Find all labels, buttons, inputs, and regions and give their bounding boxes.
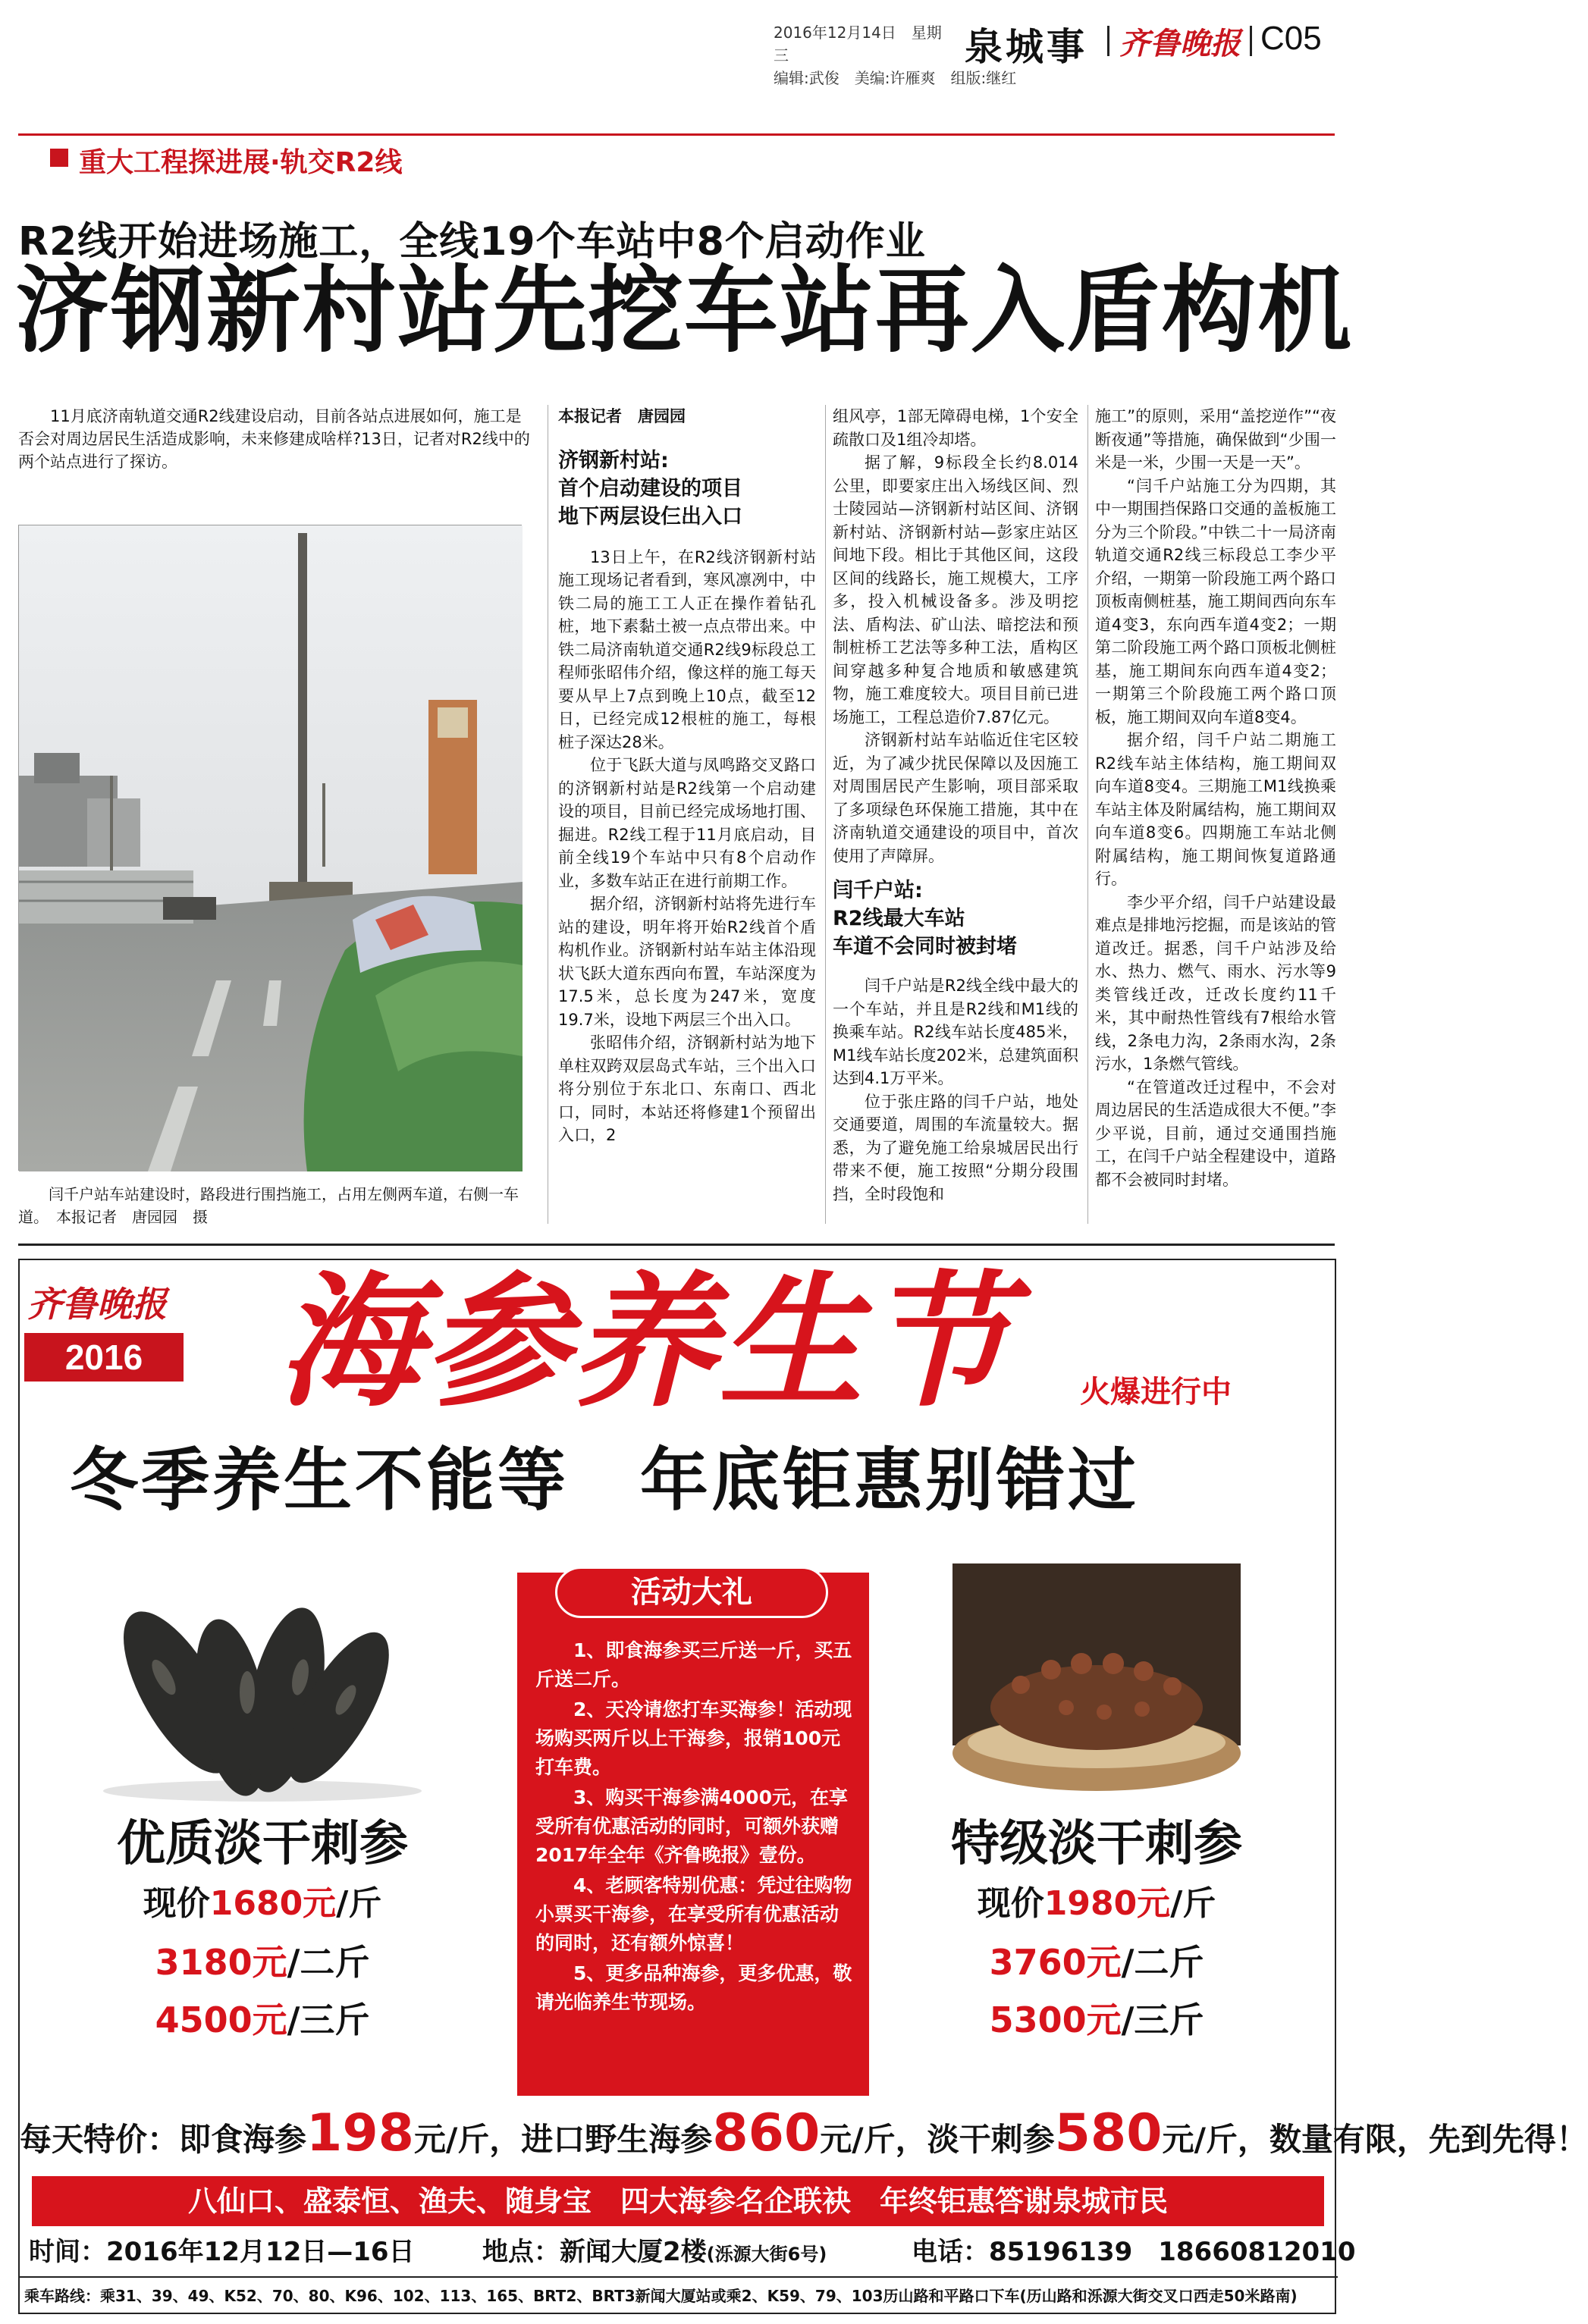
section-heading-line: 首个启动建设的项目 (558, 476, 742, 500)
article-lead: 11月底济南轨道交通R2线建设启动，目前各站点进展如何，施工是否会对周边居民生活造成影响，未来修建成啥样?13日，记者对R2线中的两个站点进行了探访。 (18, 407, 530, 471)
gift-item: 4、老顾客特别优惠：凭过往购物小票买干海参，在享受所有优惠活动的同时，还有额外惊喜！ (535, 1874, 852, 1954)
paragraph: 闫千户站是R2线全线中最大的一个车站，并且是R2线和M1线的换乘车站。R2线车站长度485米，M1线车站长度202米，总建筑面积达到4.1万平米。 (833, 977, 1078, 1087)
gift-item: 3、购买干海参满4000元，在享受所有优惠活动的同时，可额外获赠2017年全年《齐鲁晚报》壹份。 (535, 1786, 848, 1866)
price-value: 1680元 (209, 1884, 337, 1923)
daily-text: 元/斤，淡干刺参 (820, 2121, 1055, 2158)
ad-year-badge: 2016 (24, 1333, 184, 1382)
byline: 本报记者 唐园园 (558, 407, 686, 425)
section-heading-line: R2线最大车站 (833, 907, 965, 930)
product-name: 特级淡干刺参 (951, 1816, 1242, 1872)
gift-item: 2、天冷请您打车买海参！活动现场购买两斤以上干海参，报销100元打车费。 (535, 1698, 852, 1778)
product-price-3jin (907, 1991, 1286, 2049)
kicker: 重大工程探进展·轨交R2线 (79, 147, 403, 178)
page-number: C05 (1260, 20, 1322, 57)
paragraph: 13日上午，在R2线济钢新村站施工现场记者看到，寒风凛冽中，中铁二局的施工工人正在操作着钻孔桩，地下素黏土被一点点带出来。中铁二局济南轨道交通R2线9标段总工程师张昭伟介绍，像这样的施工每天要从早上7点到晚上10点，截至12日，已经完成12根桩的施工，每根桩子深达28米。 (558, 547, 816, 751)
event-place-label: 地点：新闻大厦2楼 (482, 2237, 707, 2267)
article-subhead: R2线开始进场施工，全线19个车站中8个启动作业 (18, 219, 926, 265)
event-place-note: (泺源大街6号) (706, 2244, 827, 2265)
issue-meta (774, 21, 1017, 89)
section-heading-line: 闫千户站: (833, 879, 923, 902)
sea-cucumber-icon (73, 1563, 452, 1806)
sea-cucumber-ad (18, 1259, 1588, 2314)
daily-price: 860 (712, 2103, 821, 2163)
paragraph: 张昭伟介绍，济钢新村站为地下单柱双跨双层岛式车站，三个出入口将分别位于东北口、东南口、西北口，同时，本站还将修建1个预留出入口，2 (558, 1033, 816, 1144)
daily-price: 198 (306, 2103, 414, 2163)
product-price-now (907, 1874, 1286, 1934)
event-info (20, 2231, 1356, 2273)
article-headline: 济钢新村站先挖车站再入盾构机 (15, 256, 1354, 365)
price-unit: /三斤 (287, 1999, 370, 2040)
event-time: 时间：2016年12月12日—16日 (29, 2237, 415, 2267)
gift-item: 1、即食海参买三斤送一斤，买五斤送二斤。 (535, 1639, 852, 1690)
issue-editors: 编辑:武俊 美编:许雁爽 组版:继红 (774, 69, 1017, 87)
daily-text: 元/斤，进口野生海参 (413, 2121, 713, 2158)
bus-routes: 乘车路线：乘31、39、49、K52、70、80、K96、102、113、165、BRT2、BRT3新闻大厦站或乘2、K59、79、103历山路和平路口下车(历山路和泺源大街交叉口西走50米路南) (20, 2276, 1338, 2314)
column-divider (1087, 405, 1088, 1224)
article-column-2 (558, 405, 816, 1147)
daily-specials (20, 2091, 1588, 2176)
paragraph: 位于张庄路的闫千户站，地处交通要道，周围的车流量较大。据悉，为了避免施工给泉城居民出行带来不便，施工按照“分期分段围挡，全时段饱和 (833, 1092, 1078, 1203)
section-heading-line: 车道不会同时被封堵 (833, 935, 1017, 958)
gift-box-title: 活动大礼 (555, 1567, 828, 1618)
dried-sea-cucumber-image (73, 1563, 452, 1806)
daily-label: 每天特价：即食海参 (20, 2121, 307, 2158)
construction-photo-image (19, 525, 523, 1171)
gift-item: 5、更多品种海参，更多优惠，敬请光临养生节现场。 (535, 1962, 852, 2013)
product-price-now (73, 1874, 452, 1934)
price-unit: /斤 (336, 1884, 382, 1923)
issue-date: 2016年12月14日 星期三 (774, 24, 942, 64)
event-phone: 电话：85196139 18660812010 (912, 2237, 1356, 2267)
paragraph: 据介绍，济钢新村站将先进行车站的建设，明年将开始R2线首个盾构机作业。济钢新村站车站主体沿现状飞跃大道东西向布置，车站深度为17.5米，总长度为247米，宽度19.7米，设地下两层三个出入口。 (558, 895, 816, 1029)
price-value: 4500元 (155, 1999, 287, 2040)
paragraph: 据了解，9标段全长约8.014公里，即要家庄出入场线区间、烈士陵园站—济钢新村站区间、济钢新村站、济钢新村站—彭家庄站区间地下段。相比于其他区间，这段区间的线路长，施工规模大，工序多，投入机械设备多。涉及明挖法、盾构法、矿山法、暗挖法和预制桩桥工艺法等多种工法，盾构区间穿越多种复合地质和敏感建筑物，施工难度较大。项目目前已进场施工，工程总造价7.87亿元。 (833, 453, 1078, 726)
kicker-square-icon (50, 149, 68, 167)
paragraph: 据介绍，闫千户站二期施工R2线车站主体结构，施工期间双向车道8变4。三期施工M1线换乘车站主体及附属结构，施工期间双向车道8变6。四期施工车站北侧附属结构，施工期间恢复道路通行。 (1095, 731, 1336, 888)
price-label: 现价 (977, 1884, 1044, 1923)
ad-slogan: 冬季养生不能等 年底钜惠别错过 (70, 1441, 1139, 1520)
article-bottom-rule (18, 1244, 1335, 1246)
paragraph: 组风亭，1部无障碍电梯，1个安全疏散口及1组冷却塔。 (833, 407, 1078, 449)
article-column-3 (833, 405, 1078, 1206)
price-unit: /二斤 (1121, 1942, 1204, 1983)
price-unit: /斤 (1170, 1884, 1216, 1923)
product-price-2jin (907, 1934, 1286, 1991)
price-unit: /二斤 (287, 1942, 370, 1983)
masthead-divider (1250, 26, 1252, 56)
product-price-2jin (73, 1934, 452, 1991)
price-unit: /三斤 (1121, 1999, 1204, 2040)
section-heading-yanqianhu (833, 877, 1078, 961)
paragraph: 施工”的原则，采用“盖挖逆作”“夜断夜通”等措施，确保做到“少围一米是一米，少围一天是一天”。 (1095, 407, 1336, 472)
section-heading-line: 地下两层设仨出入口 (558, 504, 742, 528)
soaked-sea-cucumber-image (907, 1563, 1286, 1806)
product-left (73, 1563, 452, 2049)
newspaper-logo: 齐鲁晚报 (1119, 26, 1241, 61)
price-label: 现价 (143, 1884, 210, 1923)
price-value: 3760元 (989, 1942, 1122, 1983)
masthead (0, 0, 1354, 87)
daily-price: 580 (1054, 2103, 1163, 2163)
ad-title: 海参养生节 (278, 1259, 1014, 1426)
section-name: 泉城事 (965, 25, 1087, 69)
price-value: 1980元 (1043, 1884, 1171, 1923)
section-heading-jigang (558, 447, 816, 531)
product-price-3jin (73, 1991, 452, 2049)
paragraph: 李少平介绍，闫千户站建设最难点是排地污挖掘，而是该站的管道改迁。据悉，闫千户站涉及给水、热力、燃气、雨水、污水等9类管线迁改，迁改长度约11千米，其中耐热性管线有7根给水管线，2条电力沟，2条雨水沟，2条污水，1条燃气管线。 (1095, 892, 1336, 1073)
masthead-divider (1107, 26, 1109, 56)
paragraph: 位于飞跃大道与凤鸣路交叉路口的济钢新村站是R2线第一个启动建设的项目，目前已经完成场地打围、掘进。R2线工程于11月底启动，目前全线19个车站中只有8个启动作业，多数车站正在进行前期工作。 (558, 756, 816, 890)
ad-hot-tag: 火爆进行中 (1080, 1375, 1232, 1410)
section-heading-line: 济钢新村站: (558, 448, 669, 472)
daily-text: 元/斤，数量有限，先到先得！ (1162, 2121, 1588, 2158)
gift-list (535, 1636, 854, 2018)
price-value: 3180元 (155, 1942, 287, 1983)
paragraph: 济钢新村站车站临近住宅区较近，为了减少扰民保障以及因施工对周围居民产生影响，项目部采取了多项绿色环保施工措施，其中在济南轨道交通建设的项目中，首次使用了声障屏。 (833, 731, 1078, 865)
product-right (907, 1563, 1286, 2049)
paragraph: “在管道改迁过程中，不会对周边居民的生活造成很大不便。”李少平说，目前，通过交通围挡施工，在闫千户站全程建设中，道路都不会被同时封堵。 (1095, 1077, 1336, 1189)
column-divider (825, 405, 826, 1224)
sea-cucumber-bowl-icon (907, 1563, 1286, 1806)
price-value: 5300元 (989, 1999, 1122, 2040)
article-column-4 (1095, 405, 1336, 1191)
gift-box (517, 1573, 869, 2096)
sponsors-band: 八仙口、盛泰恒、渔夫、随身宝 四大海参名企联袂 年终钜惠答谢泉城市民 (32, 2176, 1324, 2226)
construction-photo (18, 525, 522, 1171)
photo-caption: 闫千户站车站建设时，路段进行围挡施工，占用左侧两车道，右侧一车道。 本报记者 唐园园 摄 (18, 1185, 519, 1226)
header-rule (18, 133, 1335, 136)
paragraph: “闫千户站施工分为四期，其中一期围挡保路口交通的盖板施工分为三个阶段。”中铁二十一局济南轨道交通R2线三标段总工李少平介绍，一期第一阶段施工两个路口顶板南侧桩基，施工期间西向东车道4变3，东向西车道4变2；一期第二阶段施工两个路口顶板北侧桩基，施工期间东向西车道4变2；一期第三个阶段施工两个路口顶板，施工期间双向车道8变4。 (1095, 476, 1336, 726)
product-name: 优质淡干刺参 (117, 1816, 408, 1872)
event-place (482, 2231, 827, 2275)
ad-newspaper-logo: 齐鲁晚报 (27, 1284, 167, 1325)
